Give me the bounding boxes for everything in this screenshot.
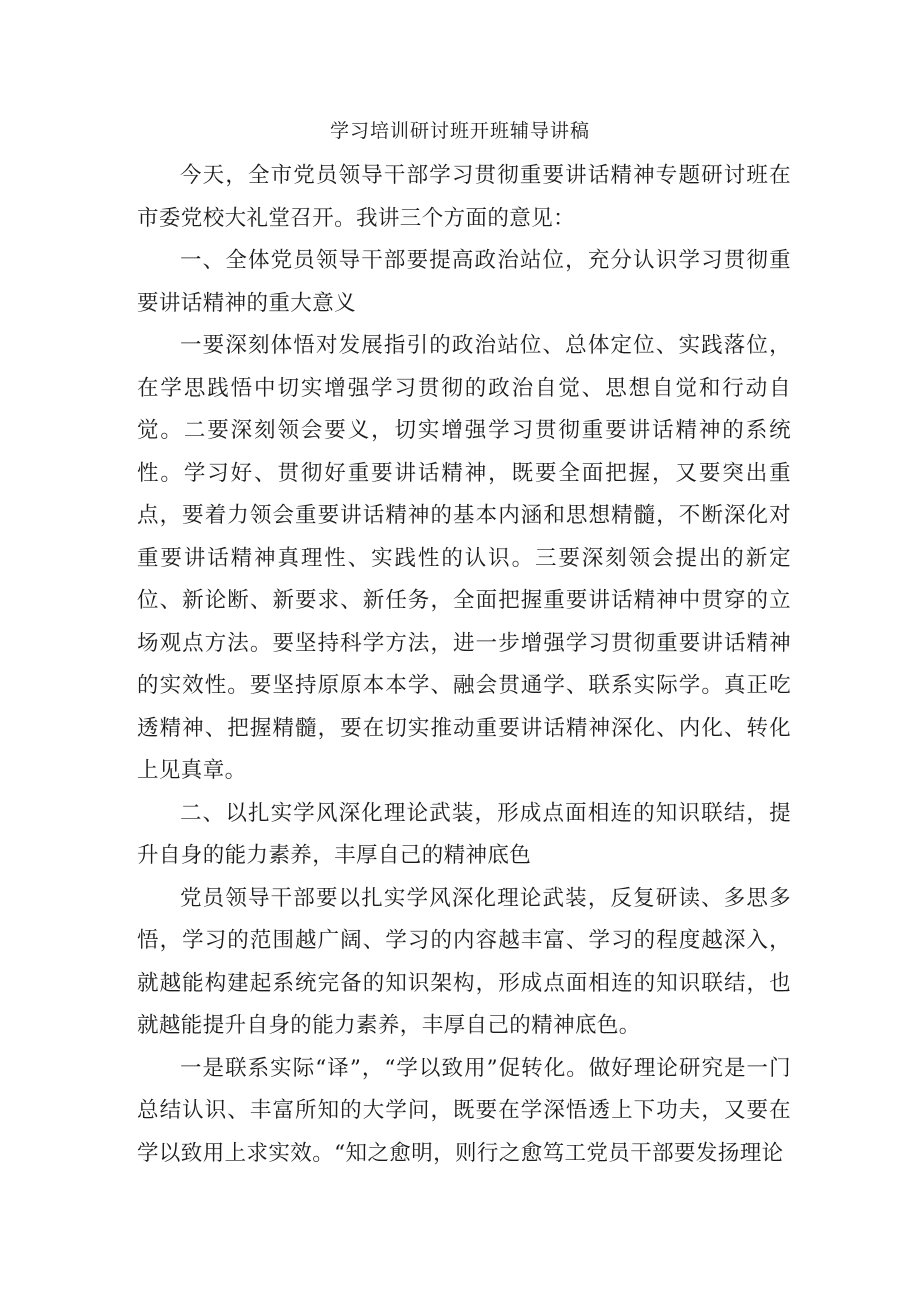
paragraph-section-1: 一要深刻体悟对发展指引的政治站位、总体定位、实践落位，在学思践悟中切实增强学习贯彻的政治自觉、思想自觉和行动自觉。二要深刻领会要义，切实增强学习贯彻重要讲话精神的系统性。学习好、贯彻好重要讲话精神，既要全面把握，又要突出重点，要着力领会重要讲话精神的基本内涵和思想精髓，不断深化对重要讲话精神真理性、实践性的认识。三要深刻领会提出的新定位、新论断、新要求、新任务，全面把握重要讲话精神中贯穿的立场观点方法。要坚持科学方法，进一步增强学习贯彻重要讲话精神的实效性。要坚持原原本本学、融会贯通学、联系实际学。真正吃透精神、把握精髓，要在切实推动重要讲话精神深化、内化、转化上见真章。 bbox=[137, 333, 791, 783]
section-heading-2: 二、以扎实学风深化理论武装，形成点面相连的知识联结，提升自身的能力素养，丰厚自己的精神底色 bbox=[137, 800, 791, 868]
paragraph-intro: 今天，全市党员领导干部学习贯彻重要讲话精神专题研讨班在市委党校大礼堂召开。我讲三个方面的意见： bbox=[137, 163, 791, 231]
document-body bbox=[137, 155, 791, 1175]
section-heading-1: 一、全体党员领导干部要提高政治站位，充分认识学习贯彻重要讲话精神的重大意义 bbox=[137, 248, 791, 316]
paragraph-point-1: 一是联系实际“译”，“学以致用”促转化。做好理论研究是一门总结认识、丰富所知的大学问，既要在学深悟透上下功夫，又要在学以致用上求实效。“知之愈明，则行之愈笃工党员干部要发扬理论 bbox=[137, 1055, 791, 1166]
document-title: 学习培训研讨班开班辅导讲稿 bbox=[329, 120, 590, 142]
paragraph-section-2: 党员领导干部要以扎实学风深化理论武装，反复研读、多思多悟，学习的范围越广阔、学习的内容越丰富、学习的程度越深入，就越能构建起系统完备的知识架构，形成点面相连的知识联结，也就越能提升自身的能力素养，丰厚自己的精神底色。 bbox=[137, 885, 791, 1038]
